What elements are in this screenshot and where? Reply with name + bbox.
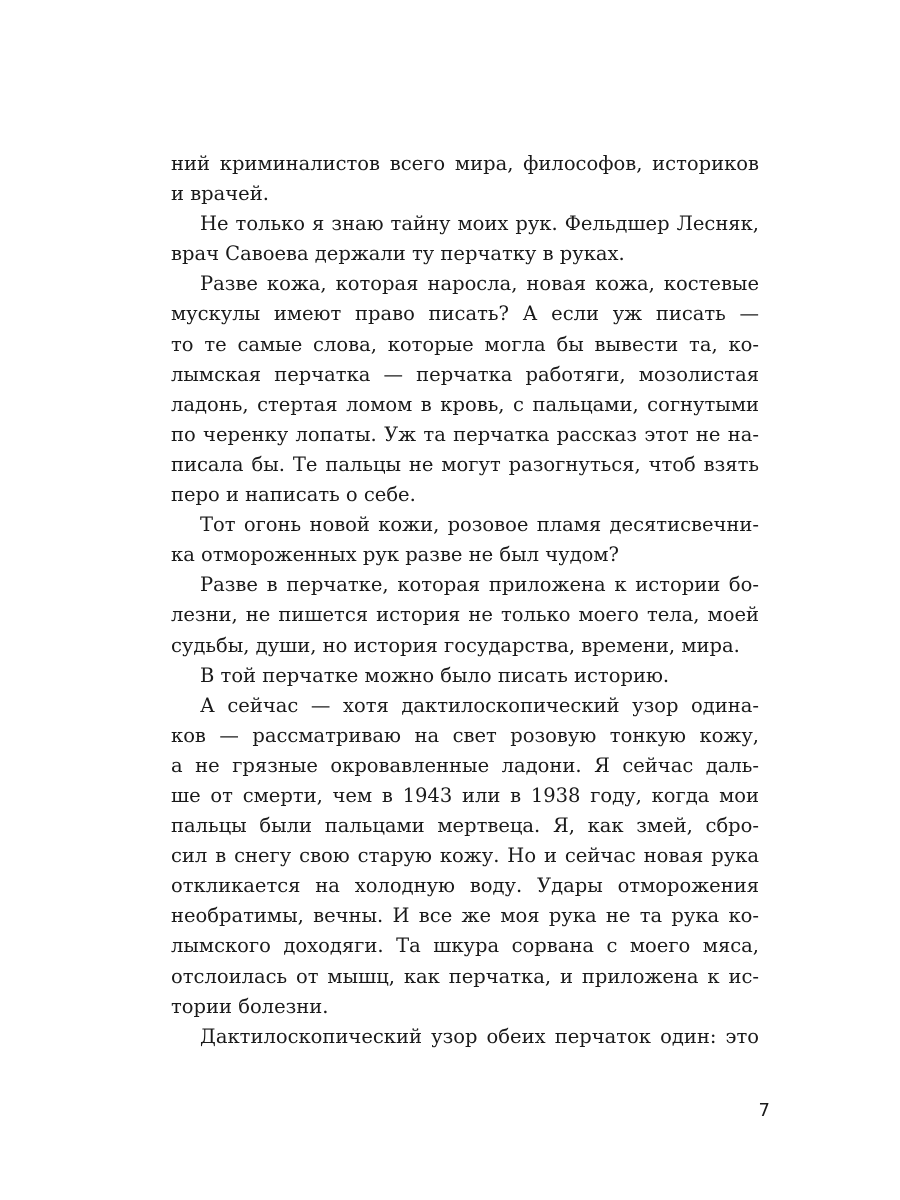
text-line: Разве в перчатке, которая приложена к истории бо- xyxy=(200,573,759,597)
text-line: ка отмороженных рук разве не был чудом? xyxy=(171,543,619,567)
text-line: по черенку лопаты. Уж та перчатка рассказ этот не на- xyxy=(171,422,759,446)
text-line: откликается на холодную воду. Удары отморожения xyxy=(171,874,759,898)
text-line: перо и написать о себе. xyxy=(171,483,416,507)
text-line: В той перчатке можно было писать историю. xyxy=(200,663,670,687)
text-line: то те самые слова, которые могла бы вывести та, ко- xyxy=(171,332,759,356)
paragraph xyxy=(171,691,759,1022)
body-text xyxy=(171,149,759,1052)
paragraph xyxy=(171,209,759,269)
text-line: Не только я знаю тайну моих рук. Фельдшер Лесняк, xyxy=(200,212,759,236)
paragraph xyxy=(171,269,759,510)
text-line: писала бы. Те пальцы не могут разогнуться, чтоб взять xyxy=(171,452,759,476)
text-line: Дактилоскопический узор обеих перчаток один: это xyxy=(200,1024,759,1048)
text-line: сил в снегу свою старую кожу. Но и сейчас новая рука xyxy=(171,844,759,868)
text-line: врач Савоева держали ту перчатку в руках. xyxy=(171,242,625,266)
text-line: лезни, не пишется история не только моего тела, моей xyxy=(171,603,759,627)
text-line: пальцы были пальцами мертвеца. Я, как змей, сбро- xyxy=(171,814,759,838)
text-line: ний криминалистов всего мира, философов, историков xyxy=(171,152,759,175)
text-line: судьбы, души, но история государства, времени, мира. xyxy=(171,633,740,657)
text-line: лымская перчатка — перчатка работяги, мозолистая xyxy=(171,362,759,386)
text-line: ков — рассматриваю на свет розовую тонкую кожу, xyxy=(171,723,759,747)
text-line: лымского доходяги. Та шкура сорвана с моего мяса, xyxy=(171,934,759,958)
text-line: Разве кожа, которая наросла, новая кожа, костевые xyxy=(200,272,759,296)
text-line: и врачей. xyxy=(171,182,269,206)
paragraph xyxy=(171,661,759,691)
text-line: ше от смерти, чем в 1943 или в 1938 году, когда мои xyxy=(171,783,759,807)
paragraph xyxy=(171,570,759,660)
paragraph xyxy=(171,510,759,570)
text-line: отслоилась от мышц, как перчатка, и приложена к ис- xyxy=(171,964,759,988)
text-line: Тот огонь новой кожи, розовое пламя десятисвечни- xyxy=(200,513,759,537)
text-line: необратимы, вечны. И все же моя рука не та рука ко- xyxy=(171,904,759,928)
text-line: А сейчас — хотя дактилоскопический узор одина- xyxy=(200,693,759,717)
text-line: мускулы имеют право писать? А если уж писать — xyxy=(171,302,759,326)
paragraph xyxy=(171,149,759,209)
text-line: тории болезни. xyxy=(171,994,329,1018)
paragraph xyxy=(171,1022,759,1052)
text-line: а не грязные окровавленные ладони. Я сейчас даль- xyxy=(171,753,759,777)
text-line: ладонь, стертая ломом в кровь, с пальцами, согнутыми xyxy=(171,392,759,416)
page-number: 7 xyxy=(758,1100,770,1121)
